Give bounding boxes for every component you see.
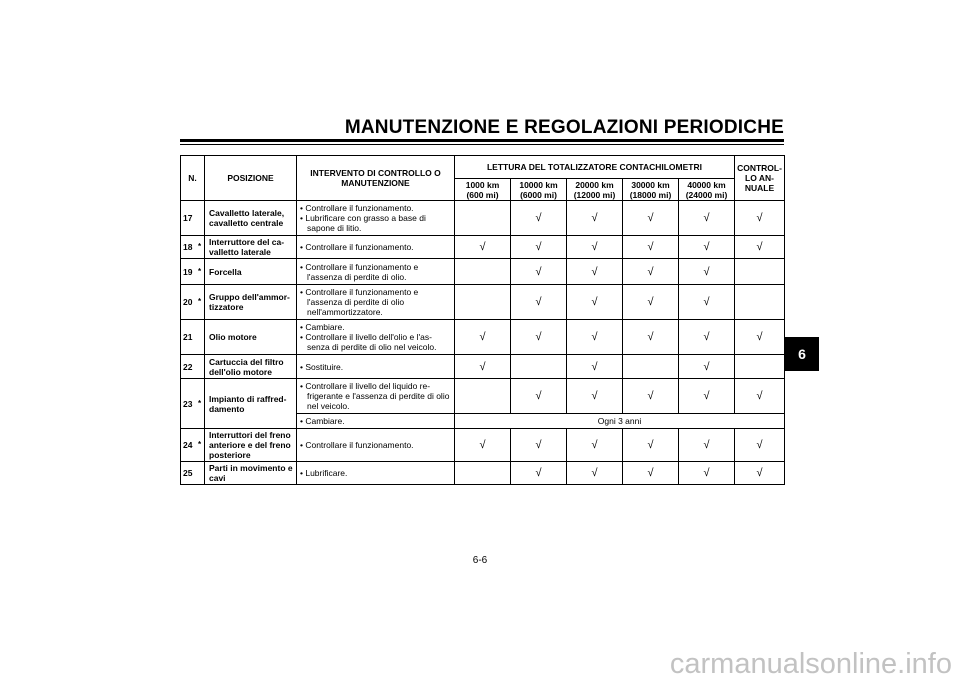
check-mark: √ (623, 201, 679, 236)
check-mark: √ (567, 201, 623, 236)
action-item: • Cambiare. (300, 416, 452, 426)
check-mark: √ (623, 379, 679, 414)
table-row (181, 355, 785, 379)
check-mark: √ (735, 429, 785, 462)
check-mark: √ (623, 320, 679, 355)
check-mark: √ (679, 320, 735, 355)
interval-mi: (6000 mi) (520, 189, 557, 200)
row-number (181, 429, 205, 462)
table-row (181, 320, 785, 355)
row-number (181, 462, 205, 485)
action-item: • Controllare il livello dell'olio e l'as-senza di perdite di olio nel veicolo. (300, 332, 452, 352)
row-number-text: 25 (183, 468, 193, 478)
check-mark: √ (623, 236, 679, 259)
dealer-asterisk: * (198, 440, 202, 449)
table-row (181, 285, 785, 320)
action-item: • Controllare il livello del liquido re-frigerante e l'assenza di perdite di olio nel veicolo. (300, 381, 452, 411)
check-mark: √ (679, 285, 735, 320)
table-row (181, 259, 785, 285)
table-row (181, 462, 785, 485)
row-action (297, 429, 455, 462)
row-position: Interruttore del ca-valletto laterale (205, 236, 297, 259)
interval-mi: (18000 mi) (629, 189, 672, 200)
dealer-asterisk: * (198, 242, 202, 251)
table-row (181, 236, 785, 259)
watermark: carmanualsonline.info (669, 648, 952, 680)
section-tab: 6 (785, 337, 819, 371)
header-interval (567, 179, 623, 201)
row-position: Cavalletto laterale, cavalletto centrale (205, 201, 297, 236)
header-position: POSIZIONE (205, 156, 297, 201)
interval-mi: (12000 mi) (573, 189, 616, 200)
header-interval (679, 179, 735, 201)
empty-cell (735, 355, 785, 379)
interval-km: 30000 km (631, 179, 670, 190)
header-interval (455, 179, 511, 201)
row-number (181, 236, 205, 259)
check-mark: √ (511, 285, 567, 320)
action-item: • Controllare il funzionamento e l'assenza di perdite di olio. (300, 262, 452, 282)
interval-mi: (24000 mi) (685, 189, 728, 200)
check-mark: √ (455, 355, 511, 379)
dealer-asterisk: * (198, 266, 202, 276)
interval-km: 20000 km (575, 179, 614, 190)
page-title: MANUTENZIONE E REGOLAZIONI PERIODICHE (344, 117, 784, 138)
check-mark: √ (511, 201, 567, 236)
row-number (181, 379, 205, 429)
row-position: Olio motore (205, 320, 297, 355)
check-mark: √ (679, 259, 735, 285)
interval-km: 10000 km (519, 179, 558, 190)
check-mark: √ (623, 285, 679, 320)
interval-km: 1000 km (465, 179, 500, 190)
row-position: Gruppo dell'ammor-tizzatore (205, 285, 297, 320)
row-position: Interruttori del freno anteriore e del freno posteriore (205, 429, 297, 462)
check-mark: √ (567, 429, 623, 462)
check-mark: √ (623, 429, 679, 462)
check-mark: √ (735, 236, 785, 259)
check-mark: √ (679, 201, 735, 236)
check-mark: √ (455, 320, 511, 355)
check-mark: √ (735, 201, 785, 236)
row-action (297, 320, 455, 355)
check-mark: √ (511, 379, 567, 414)
row-action (297, 201, 455, 236)
check-mark: √ (679, 236, 735, 259)
row-action (297, 355, 455, 379)
row-number-text: 19 (183, 266, 193, 277)
check-mark: √ (735, 379, 785, 414)
row-number (181, 355, 205, 379)
check-mark: √ (735, 320, 785, 355)
row-position: Impianto di raffred-damento (205, 379, 297, 429)
check-mark: √ (679, 462, 735, 485)
row-number (181, 285, 205, 320)
header-n: N. (181, 156, 205, 201)
row-number (181, 259, 205, 285)
check-mark: √ (455, 236, 511, 259)
row-position: Parti in movimento e cavi (205, 462, 297, 485)
row-action (297, 379, 455, 414)
check-mark: √ (679, 429, 735, 462)
header-interval (511, 179, 567, 201)
check-mark: √ (567, 259, 623, 285)
title-rule-thick (180, 139, 784, 142)
dealer-asterisk: * (198, 297, 202, 306)
check-mark: √ (567, 355, 623, 379)
action-item: • Controllare il funzionamento e l'assenza di perdite di olio nell'ammortizzatore. (300, 287, 452, 317)
empty-cell (623, 355, 679, 379)
row-number-text: 21 (183, 332, 193, 342)
empty-cell (455, 259, 511, 285)
table-row (181, 201, 785, 236)
title-rule-thin (180, 144, 784, 145)
row-action (297, 236, 455, 259)
interval-mi: (600 mi) (466, 189, 499, 200)
check-mark: √ (567, 236, 623, 259)
row-number-text: 17 (183, 213, 193, 223)
check-mark: √ (567, 462, 623, 485)
check-mark: √ (455, 429, 511, 462)
check-mark: √ (511, 236, 567, 259)
table-row (181, 379, 785, 414)
check-mark: √ (511, 429, 567, 462)
row-action (297, 414, 455, 429)
header-action: INTERVENTO DI CONTROLLO O MANUTENZIONE (297, 156, 455, 201)
check-mark: √ (567, 379, 623, 414)
row-position: Forcella (205, 259, 297, 285)
check-mark: √ (679, 355, 735, 379)
empty-cell (735, 259, 785, 285)
check-mark: √ (511, 320, 567, 355)
empty-cell (511, 355, 567, 379)
action-item: • Controllare il funzionamento. (300, 440, 452, 450)
empty-cell (455, 285, 511, 320)
check-mark: √ (511, 462, 567, 485)
action-item: • Sostituire. (300, 362, 452, 372)
check-mark: √ (511, 259, 567, 285)
action-item: • Controllare il funzionamento. (300, 242, 452, 252)
row-action (297, 259, 455, 285)
check-mark: √ (679, 379, 735, 414)
page-number: 6-6 (472, 555, 488, 566)
interval-note: Ogni 3 anni (455, 414, 785, 429)
check-mark: √ (623, 259, 679, 285)
check-mark: √ (567, 285, 623, 320)
empty-cell (455, 201, 511, 236)
maintenance-table (180, 155, 785, 485)
dealer-asterisk: * (198, 398, 202, 408)
action-item: • Lubrificare con grasso a base di sapone di litio. (300, 213, 452, 233)
header-odometer: LETTURA DEL TOTALIZZATORE CONTACHILOMETRI (455, 156, 735, 179)
row-number-text: 23 (183, 398, 193, 409)
row-position: Cartuccia del filtro dell'olio motore (205, 355, 297, 379)
header-interval (623, 179, 679, 201)
row-number-text: 22 (183, 361, 193, 372)
action-item: • Cambiare. (300, 322, 452, 332)
empty-cell (455, 462, 511, 485)
row-number-text: 20 (183, 297, 193, 307)
action-item: • Controllare il funzionamento. (300, 203, 452, 213)
table-row (181, 429, 785, 462)
header-annual: CONTROL-LO AN-NUALE (735, 156, 785, 201)
row-number-text: 18 (183, 242, 193, 252)
empty-cell (455, 379, 511, 414)
check-mark: √ (567, 320, 623, 355)
check-mark: √ (735, 462, 785, 485)
empty-cell (735, 285, 785, 320)
interval-km: 40000 km (687, 179, 726, 190)
check-mark: √ (623, 462, 679, 485)
row-number-text: 24 (183, 440, 193, 450)
row-action (297, 462, 455, 485)
row-number (181, 320, 205, 355)
row-action (297, 285, 455, 320)
row-number (181, 201, 205, 236)
action-item: • Lubrificare. (300, 468, 452, 478)
